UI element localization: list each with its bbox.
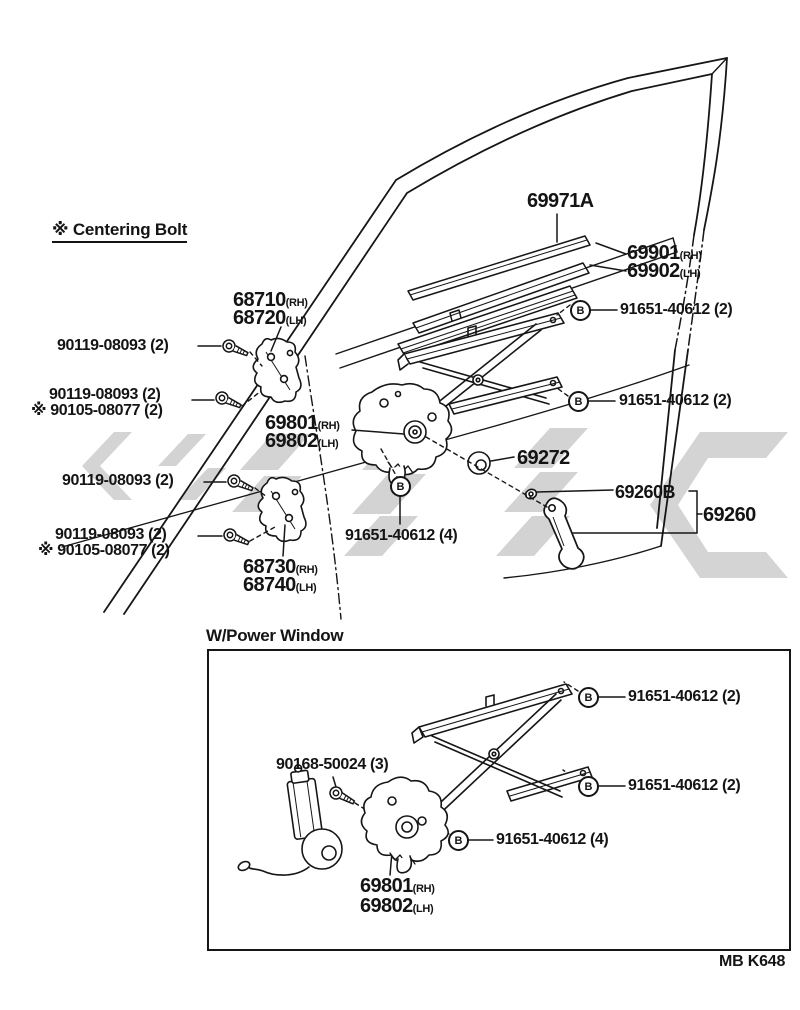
bolt-marker-b-icon: B [448, 830, 469, 851]
part-label-69272: 69272 [517, 447, 570, 469]
part-label-69901: 69901(RH) [627, 242, 702, 264]
part-label-69260: 69260 [703, 504, 756, 526]
part-label-90105-1: ※ 90105-08077 (2) [31, 402, 163, 419]
part-label-91651-4-main: 91651-40612 (4) [345, 527, 458, 544]
part-label-69802-pw: 69802(LH) [360, 895, 434, 917]
part-label-69260b: 69260B [615, 482, 676, 502]
bolt-marker-b-icon: B [578, 776, 599, 797]
part-label-68740: 68740(LH) [243, 574, 317, 596]
part-label-90119-4: 90119-08093 (2) [55, 526, 167, 543]
part-label-90119-3: 90119-08093 (2) [62, 472, 174, 489]
part-label-68730: 68730(RH) [243, 556, 318, 578]
part-label-90168: 90168-50024 (3) [276, 756, 389, 773]
screw-icon [328, 785, 357, 808]
bolt-marker-b-icon: B [568, 391, 589, 412]
part-label-90119-2: 90119-08093 (2) [49, 386, 161, 403]
part-label-69971a: 69971A [527, 190, 594, 212]
drawing-code: MB K648 [719, 953, 786, 970]
part-label-91651-2-top: 91651-40612 (2) [620, 301, 733, 318]
bolt-marker-b-icon: B [390, 476, 411, 497]
part-label-90105-2: ※ 90105-08077 (2) [38, 542, 170, 559]
part-label-91651-2-mid: 91651-40612 (2) [619, 392, 732, 409]
part-label-91651-2-pw-bottom: 91651-40612 (2) [628, 777, 741, 794]
part-label-91651-4-pw: 91651-40612 (4) [496, 831, 609, 848]
power-window-section-title: W/Power Window [206, 626, 344, 645]
part-label-69801-pw: 69801(RH) [360, 875, 435, 897]
bolt-marker-b-icon: B [578, 687, 599, 708]
part-label-69902: 69902(LH) [627, 260, 701, 282]
part-label-68710: 68710(RH) [233, 289, 308, 311]
part-label-68720: 68720(LH) [233, 307, 307, 329]
part-label-69802-main: 69802(LH) [265, 430, 339, 452]
screw-icon [221, 338, 250, 360]
part-label-91651-2-pw-top: 91651-40612 (2) [628, 688, 741, 705]
part-label-90119-1: 90119-08093 (2) [57, 337, 169, 354]
bolt-marker-b-icon: B [570, 300, 591, 321]
part-label-69801-main: 69801(RH) [265, 412, 340, 434]
screw-icon [222, 527, 251, 549]
centering-bolt-note: ※ Centering Bolt [52, 221, 187, 243]
screw-icon [214, 390, 243, 412]
